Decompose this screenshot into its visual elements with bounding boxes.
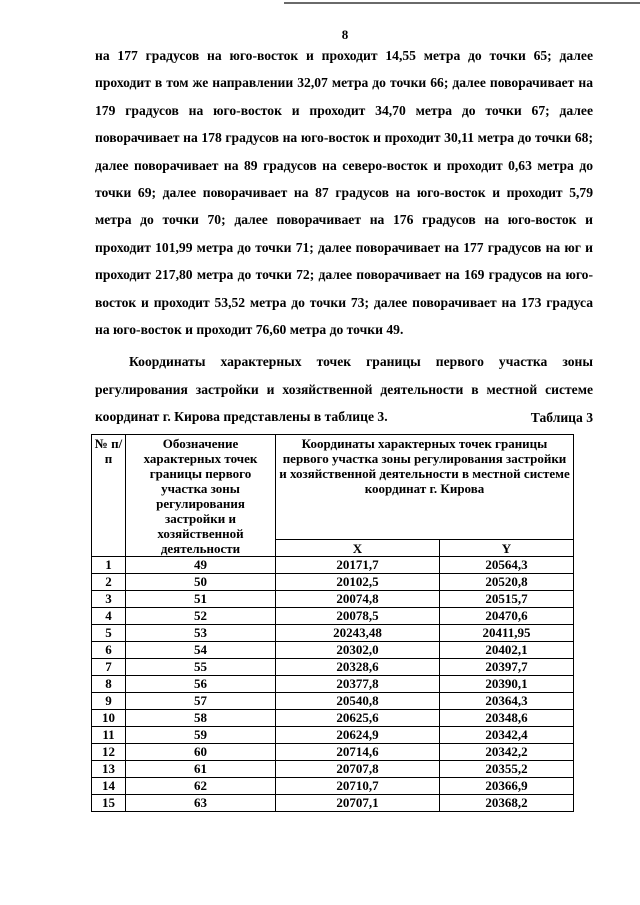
cell-point: 57: [126, 693, 276, 710]
header-point-name: Обозначение характерных точек границы первого участка зоны регулирования застройки и хозяйственной деятельности: [126, 435, 276, 557]
table-row: [92, 693, 574, 710]
cell-y: 20470,6: [440, 608, 574, 625]
cell-x: 20707,8: [276, 761, 440, 778]
cell-num: 2: [92, 574, 126, 591]
cell-x: 20243,48: [276, 625, 440, 642]
table-row: [92, 710, 574, 727]
cell-num: 4: [92, 608, 126, 625]
cell-point: 60: [126, 744, 276, 761]
cell-y: 20368,2: [440, 795, 574, 812]
table-row: [92, 761, 574, 778]
cell-point: 49: [126, 557, 276, 574]
cell-y: 20348,6: [440, 710, 574, 727]
cell-point: 50: [126, 574, 276, 591]
table-caption: Таблица 3: [530, 410, 593, 425]
header-num: № п/п: [92, 435, 126, 557]
cell-num: 10: [92, 710, 126, 727]
cell-x: 20625,6: [276, 710, 440, 727]
paragraph-route: на 177 градусов на юго-восток и проходит 14,55 метра до точки 65; далее проходит в том же направлении 32,07 метра до точки 66; далее поворачивает на 179 градусов на юго-восток и проходит 34,70 метра до точки 67; далее поворачивает на 178 градусов на юго-восток и проходит 30,11 метра до точки 68; далее поворачивает на 89 градусов на северо-восток и проходит 0,63 метра до точки 69; далее поворачивает на 87 градусов на юго-восток и проходит 5,79 метра до точки 70; далее поворачивает на 176 градусов на юго-восток и проходит 101,99 метра до точки 71; далее поворачивает на 177 градусов на юг и проходит 217,80 метра до точки 72; далее поворачивает на 169 градусов на юго-восток и проходит 53,52 метра до точки 73; далее поворачивает на 173 градуса на юго-восток и проходит 76,60 метра до точки 49.: [95, 48, 593, 338]
cell-x: 20102,5: [276, 574, 440, 591]
cell-y: 20364,3: [440, 693, 574, 710]
coordinates-table: [91, 434, 574, 812]
cell-y: 20564,3: [440, 557, 574, 574]
cell-num: 3: [92, 591, 126, 608]
cell-x: 20328,6: [276, 659, 440, 676]
header-x: X: [276, 540, 440, 557]
cell-y: 20342,2: [440, 744, 574, 761]
cell-num: 5: [92, 625, 126, 642]
table-row: [92, 659, 574, 676]
table-row: [92, 557, 574, 574]
cell-y: 20515,7: [440, 591, 574, 608]
cell-x: 20624,9: [276, 727, 440, 744]
cell-y: 20342,4: [440, 727, 574, 744]
cell-x: 20710,7: [276, 778, 440, 795]
cell-num: 1: [92, 557, 126, 574]
cell-y: 20520,8: [440, 574, 574, 591]
cell-point: 53: [126, 625, 276, 642]
cell-num: 6: [92, 642, 126, 659]
cell-point: 63: [126, 795, 276, 812]
cell-num: 7: [92, 659, 126, 676]
cell-y: 20402,1: [440, 642, 574, 659]
cell-num: 14: [92, 778, 126, 795]
cell-num: 11: [92, 727, 126, 744]
body-text: [95, 42, 593, 431]
cell-point: 52: [126, 608, 276, 625]
cell-num: 15: [92, 795, 126, 812]
cell-num: 9: [92, 693, 126, 710]
table-row: [92, 591, 574, 608]
cell-num: 8: [92, 676, 126, 693]
cell-y: 20411,95: [440, 625, 574, 642]
cell-num: 12: [92, 744, 126, 761]
table-body: [92, 557, 574, 812]
cell-y: 20366,9: [440, 778, 574, 795]
cell-x: 20302,0: [276, 642, 440, 659]
table-row: [92, 642, 574, 659]
cell-x: 20078,5: [276, 608, 440, 625]
table-row: [92, 676, 574, 693]
cell-x: 20171,7: [276, 557, 440, 574]
cell-num: 13: [92, 761, 126, 778]
cell-point: 59: [126, 727, 276, 744]
cell-point: 62: [126, 778, 276, 795]
cell-point: 61: [126, 761, 276, 778]
cell-point: 54: [126, 642, 276, 659]
cell-point: 56: [126, 676, 276, 693]
header-y: Y: [440, 540, 574, 557]
cell-x: 20074,8: [276, 591, 440, 608]
table-row: [92, 795, 574, 812]
table-row: [92, 625, 574, 642]
paragraph-table-intro: Координаты характерных точек границы первого участка зоны регулирования застройки и хозяйственной деятельности в местной системе координат г. Кирова представлены в таблице 3.: [95, 354, 593, 425]
cell-y: 20397,7: [440, 659, 574, 676]
cell-y: 20355,2: [440, 761, 574, 778]
table-row: [92, 778, 574, 795]
table-row: [92, 727, 574, 744]
page-number: 8: [341, 27, 349, 42]
cell-x: 20540,8: [276, 693, 440, 710]
cell-x: 20377,8: [276, 676, 440, 693]
header-coordinates: Координаты характерных точек границы первого участка зоны регулирования застройки и хозяйственной деятельности в местной системе координат г. Кирова: [276, 435, 574, 540]
cell-x: 20707,1: [276, 795, 440, 812]
cell-y: 20390,1: [440, 676, 574, 693]
top-rule: [284, 2, 640, 4]
cell-point: 55: [126, 659, 276, 676]
table-row: [92, 608, 574, 625]
table-row: [92, 574, 574, 591]
cell-point: 58: [126, 710, 276, 727]
cell-x: 20714,6: [276, 744, 440, 761]
table-row: [92, 744, 574, 761]
cell-point: 51: [126, 591, 276, 608]
